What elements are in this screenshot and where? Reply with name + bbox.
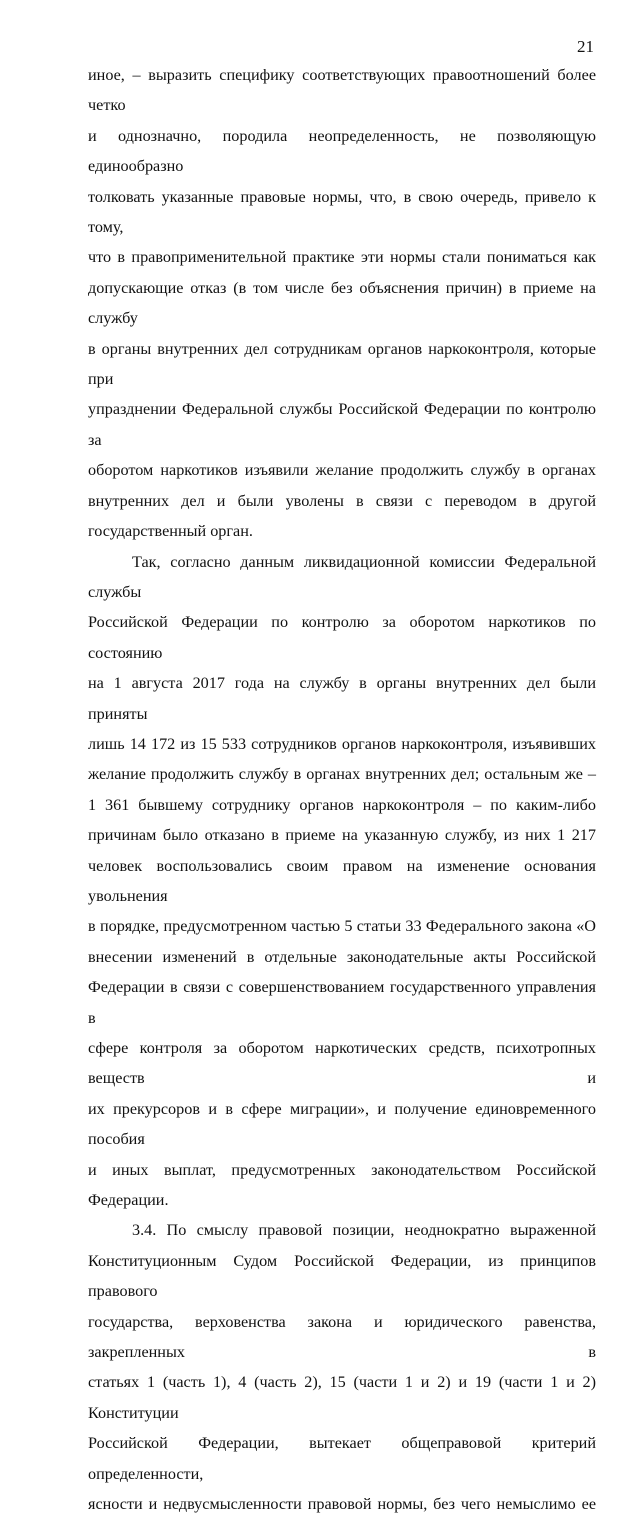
paragraph-line: допускающие отказ (в том числе без объяснения причин) в приеме на службу [88, 278, 596, 328]
paragraph-line: 1 361 бывшему сотруднику органов наркоконтроля – по каким-либо [88, 795, 596, 814]
paragraph-line: и однозначно, породила неопределенность, не позволяющую единообразно [88, 126, 596, 176]
paragraph-line: в порядке, предусмотренном частью 5 статьи 33 Федерального закона «О [88, 917, 596, 936]
paragraph-line: статьях 1 (часть 1), 4 (часть 2), 15 (части 1 и 2) и 19 (части 1 и 2) Конституции [88, 1373, 596, 1422]
paragraph-line: оборотом наркотиков изъявили желание продолжить службу в органах [88, 461, 596, 480]
paragraph-line: ясности и недвусмысленности правовой нормы, без чего немыслимо ее [88, 1495, 596, 1514]
page-number: 21 [577, 37, 594, 56]
body-text [88, 60, 596, 1520]
paragraph-line: и иных выплат, предусмотренных законодательством Российской Федерации. [88, 1160, 596, 1210]
paragraph-line: государственный орган. [88, 522, 253, 541]
paragraph-line: упразднении Федеральной службы Российской Федерации по контролю за [88, 400, 596, 449]
paragraph-line: Федерации в связи с совершенствованием государственного управления в [88, 978, 596, 1027]
paragraph-line: государства, верховенства закона и юридического равенства, закрепленных в [88, 1312, 596, 1362]
paragraph-line: на 1 августа 2017 года на службу в органы внутренних дел были приняты [88, 674, 596, 723]
paragraph-line: что в правоприменительной практике эти нормы стали пониматься как [88, 248, 596, 267]
paragraph-line: Российской Федерации, вытекает общеправовой критерий определенности, [88, 1434, 596, 1483]
paragraph-line: человек воспользовались своим правом на изменение основания увольнения [88, 856, 596, 905]
paragraph-line: 3.4. По смыслу правовой позиции, неоднократно выраженной [132, 1221, 596, 1240]
paragraph-line: Так, согласно данным ликвидационной комиссии Федеральной службы [88, 552, 596, 601]
paragraph-line: причинам было отказано в приеме на указанную службу, из них 1 217 [88, 826, 596, 845]
paragraph-line: толковать указанные правовые нормы, что, в свою очередь, привело к тому, [88, 187, 596, 237]
paragraph-line: в органы внутренних дел сотрудникам органов наркоконтроля, которые при [88, 339, 596, 389]
paragraph-line: желание продолжить службу в органах внутренних дел; остальным же – [88, 765, 596, 784]
paragraph-line: Российской Федерации по контролю за оборотом наркотиков по состоянию [88, 613, 596, 662]
paragraph-line: Конституционным Судом Российской Федерации, из принципов правового [88, 1251, 596, 1301]
paragraph-line: иное, – выразить специфику соответствующих правоотношений более четко [88, 66, 596, 115]
paragraph-line: лишь 14 172 из 15 533 сотрудников органов наркоконтроля, изъявивших [88, 734, 596, 753]
paragraph-line: внутренних дел и были уволены в связи с переводом в другой [88, 491, 596, 510]
paragraph-line: их прекурсоров и в сфере миграции», и получение единовременного пособия [88, 1099, 596, 1149]
paragraph-line: сфере контроля за оборотом наркотических средств, психотропных веществ и [88, 1039, 596, 1088]
paragraph-line: внесении изменений в отдельные законодательные акты Российской [88, 947, 596, 966]
